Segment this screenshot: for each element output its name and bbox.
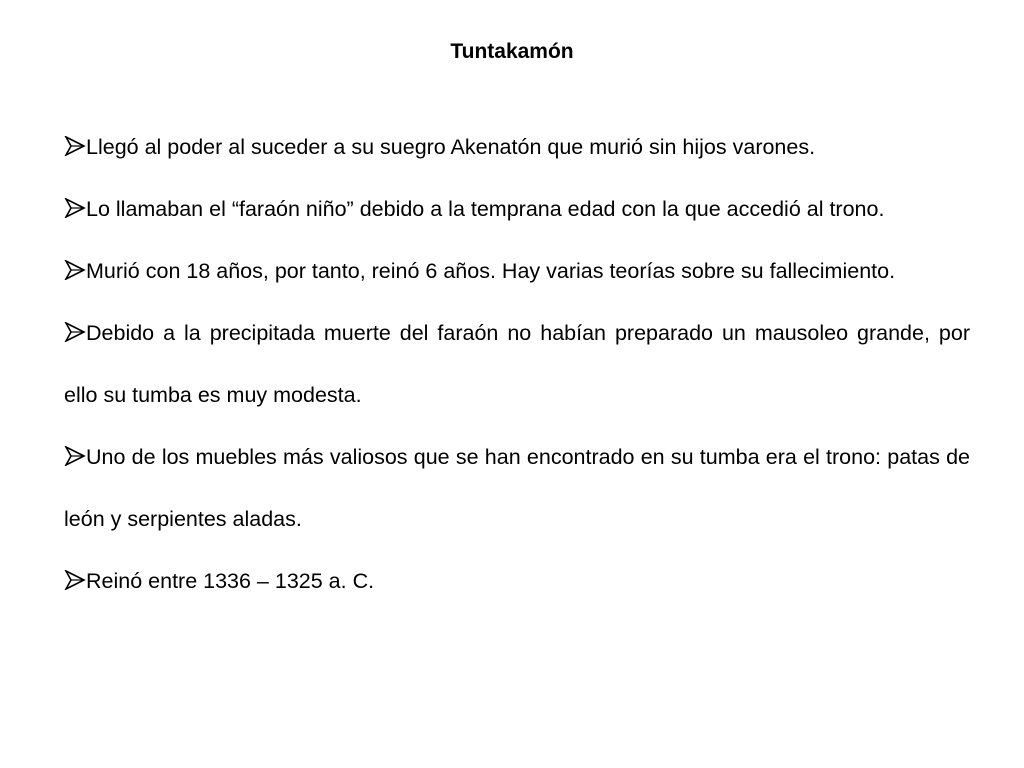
bullet-item (64, 302, 970, 426)
arrowhead-bullet-icon (64, 198, 86, 218)
arrowhead-bullet-icon (64, 260, 86, 280)
arrowhead-bullet-icon (64, 136, 86, 156)
bullet-text: Reinó entre 1336 – 1325 a. C. (86, 569, 375, 593)
arrowhead-bullet-icon (64, 570, 86, 590)
bullet-item (64, 178, 970, 240)
slide-title: Tuntakamón (450, 40, 574, 63)
bullet-text: Llegó al poder al suceder a su suegro Akenatón que murió sin hijos varones. (86, 135, 816, 159)
bullet-item (64, 240, 970, 302)
bullet-text: Uno de los muebles más valiosos que se han encontrado en su tumba era el trono: patas de león y serpientes aladas. (64, 445, 970, 531)
bullet-item (64, 550, 970, 612)
bullet-text: Murió con 18 años, por tanto, reinó 6 años. Hay varias teorías sobre su fallecimiento. (86, 259, 896, 283)
bullet-item (64, 116, 970, 178)
arrowhead-bullet-icon (64, 322, 86, 342)
bullet-item (64, 426, 970, 550)
bullet-text: Debido a la precipitada muerte del faraón no habían preparado un mausoleo grande, por ello su tumba es muy modesta. (64, 321, 970, 407)
arrowhead-bullet-icon (64, 446, 86, 466)
bullet-text: Lo llamaban el “faraón niño” debido a la temprana edad con la que accedió al trono. (86, 197, 885, 221)
bullet-list (64, 116, 970, 612)
